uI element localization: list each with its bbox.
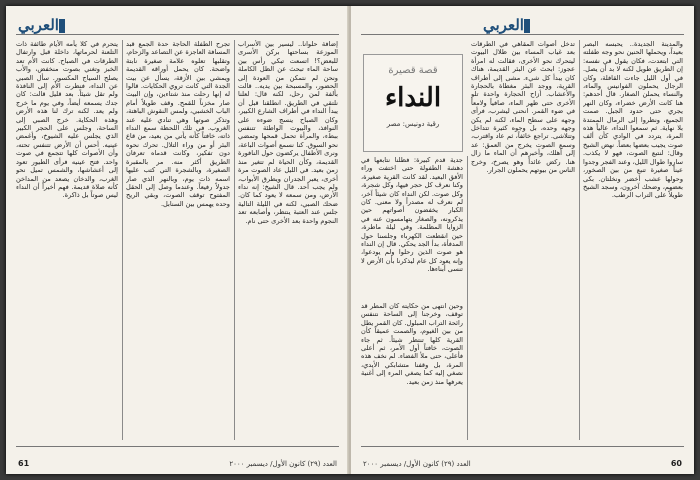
issue-info: العدد (٢٩) كانون الأول/ ديسمبر ٢٠٠٠ <box>363 460 471 468</box>
magazine-logo-right <box>483 16 532 34</box>
logo-bar-icon <box>59 19 65 33</box>
text-column <box>471 40 575 440</box>
column-text: والمدينة الجديدة.. يحبسه البصر بعيداً، ويحملها الحنين نحو وجه طفلته التي ابتعدت، فكان يقول في نفسه: إن الطريق طويل لكنه لا بد أن يصل. في أول الليل جاءت القافلة، وكان الرجال يحملون الفوانيس والماء، والنساء يحملن الصغار. قال أحدهم: هنا كانت الأرض خضراء، وكان النهر يجري حتى حدود الجبل. صمت الجميع، ونظروا إلى الرمال الممتدة بلا نهاية. ثم سمعوا النداء، عالياً هذه المرة، يتردد في الوادي كأن ألف صوت يجيب بعضها بعضاً. نهض الشيخ وقال: لنتبع الصوت، فهو لا يكذب. ساروا طوال الليل، وعند الفجر وجدوا عيناً صغيرة تنبع من بين الصخور، وحولها عشب أخضر ونخلتان. بكى بعضهم، وضحك آخرون، وسجد الشيخ طويلاً على التراب الرطب. <box>583 40 683 200</box>
story-title: النداء <box>384 83 442 113</box>
header-rule <box>16 34 339 35</box>
page-number: 60 <box>670 459 682 468</box>
column-text: تدخل أصوات المقاهي في الطرقات بعد غياب المساء بين ظلال البيوت ليتحرك نحو الأخرى، فقالت له امرأة عجوز: ابحث عن البئر القديمة، هناك كان يبدأ كل شيء. مشى إلى أطراف القرية، ووجد البئر مغطاة بالحجارة والأعشاب. أزاح الحجارة واحدة تلو الأخرى حتى ظهر الماء، صافياً ولامعاً في ضوء القمر. انحنى ليشرب، فرأى وجهه على سطح الماء، لكنه لم يكن وجهه وحده، بل وجوه كثيرة تتداخل وتتلاشى. تراجع خائفاً، ثم عاد واقترب، وسمع الصوت يخرج من العمق: عد إلى أهلك، وأخبرهم أن الماء ما زال هنا. ركض عائداً وهو يصرخ، وخرج الناس من بيوتهم يحملون الجرار. <box>471 40 575 175</box>
issue-info: العدد (٢٩) كانون الأول/ ديسمبر ٢٠٠٠ <box>229 460 337 468</box>
text-column <box>361 156 463 296</box>
header-rule <box>361 34 684 35</box>
column-divider <box>122 40 123 440</box>
column-divider <box>234 40 235 440</box>
text-column <box>16 40 118 440</box>
column-text: وحين انتهى من حكايته كان المطر قد توقف، وخرجنا إلى الساحة نتنفس رائحة التراب المبلول. كان القمر يطل من بين الغيوم، والصمت عميقاً كأن القرية كلها تنتظر شيئاً. ثم جاء الصوت، خافتاً أول الأمر، ثم أعلى فأعلى، حتى ملأ الفضاء. لم نخف هذه المرة، بل وقفنا متشابكي الأيدي، نصغي إليه كما يصغي المرء إلى أغنية يعرفها منذ زمن بعيد. <box>361 302 463 386</box>
left-page <box>6 6 349 474</box>
logo-bar-icon <box>524 19 530 33</box>
story-author: رقية دونيس: مصر <box>386 120 440 128</box>
text-column <box>361 302 463 440</box>
magazine-spread <box>6 6 694 474</box>
footer-rule <box>361 446 684 447</box>
logo-text: العربي <box>18 16 59 34</box>
logo-text: العربي <box>483 16 524 34</box>
column-divider <box>467 156 468 440</box>
story-title-box <box>363 54 463 152</box>
column-text: إضافة حلوانا.. ليسير بين الأسراب الموزعة بساحتها بركن الأسرى للبعض؟! اتسعت تبكي رأس بين ساحة الماء تبحث عن الظل الكاملة ونحن لم نتمكن من العودة إلى الحضور، والمسبحة بين يديه.. قالت بألفة لمن رحل، لكنه قال: لعلنا نلتقي في الطريق. انطلقنا قبل أن يبدأ النداء في أطراف الشارع الكبير، وكان الصباح ينسج ضوءه على النوافذ، والبيوت الواطئة تتنفس ببطء، والمرأة تحمل قمحها وتمضي نحو السوق. كنا نسمع أصوات الباعة، ونرى الأطفال يركضون حول النافورة القديمة، وكأن الحياة لم تتغير منذ زمن بعيد. في الليل عاد الصوت مرة أخرى، يعبر الجدران ويطرق الأبواب، ولم يجب أحد. قال الشيخ: إنه نداء الأرض، ومن سمعه لا يعود كما كان. ضحك الصبي، لكنه في الليلة التالية جلس عند العتبة ينتظر، وأصابعه تعد النجوم واحدة بعد الأخرى حتى نام. <box>238 40 338 225</box>
magazine-logo-left <box>18 16 67 34</box>
column-text: جدية قدم كبيرة: فظلنا نتابعها في دهشة الطفولة حتى اختفت وراء الأفق البعيد. لقد كانت القرية صغيرة، وكنا نعرف كل حجر فيها، وكل شجرة، وكل صوت. لكن النداء كان شيئاً آخر، لم نعرف له مصدراً ولا معنى. كان الكبار يخفضون أصواتهم حين يذكرونه، والصغار يتهامسون عنه في الزوايا المظلمة. وفي ليلة ماطرة، حين انقطعت الكهرباء وجلسنا حول المدفأة، بدأ الجد يحكي. قال إن النداء هو صوت الذين رحلوا ولم يودعوا، وإنه يعود كل عام ليذكرنا بأن الأرض لا تنسى أبناءها. <box>361 156 463 274</box>
story-kicker: قصة قصيرة <box>388 65 438 76</box>
column-text: تجرح الطفلة الحاجة حدة الجمع قبد المسافة العاجزة عن التصاعد والزحام، وتقلبها تعلوه علامة صغيرة نابتة واضحة. كان يحمل أوراقه القديمة ويمشي بين الأزقة، يسأل عن بيت الجدة التي كانت تروي الحكايات. قالوا له إنها رحلت منذ شتاءين، وإن البيت صار مخزناً للقمح. وقف طويلاً أمام الباب الخشبي، ولمس النقوش الباهتة، وتذكر صوتها وهي تنادي عليه عند الغروب. في تلك اللحظة سمع النداء ذاته، خافتاً كأنه يأتي من بعيد، من قاع البئر أو من وراء التلال. تحرك نحوه دون تفكير، وكانت قدماه تعرفان الطريق أكثر منه. مر بالمقبرة الصغيرة، وبالشجرة التي كتب عليها اسمه ذات يوم، وبالنهر الذي صار جدولاً رفيعاً. وعندما وصل إلى الحقل المفتوح توقف الصوت، وبقي الريح وحده يهمس بين السنابل. <box>126 40 230 208</box>
column-divider <box>579 40 580 440</box>
text-column <box>238 40 338 440</box>
column-text: يتحرم في كلا يأمه الأيام طائفة ذات التلعنة لحرماتها، داخلة قبل وارتفال الطرقات في الصباح. كانت الأم تعد الخبز وتغني بصوت منخفض، والأب يصلح السياج المكسور. سأل الصبي عن النداء، فنظرت الأم إلى النافذة ولم تقل شيئاً. بعد قليل قالت: كان جدك يسمعه أيضاً، وفي يوم ما خرج ولم يعد. لكنه ترك لنا هذه الأرض وهذه الحكاية. خرج الصبي إلى الساحة، وجلس على الحجر الكبير الذي يجلس عليه الشيوخ، وأغمض عينيه. أحس أن الأرض تتنفس تحته، وأن الأصوات كلها تتجمع في صوت واحد. فتح عينيه فرأى الطيور تعود إلى أعشاشها، والشمس تميل نحو الغرب، والدخان يصعد من المداخن كأنه صلاة قديمة. فهم أخيراً أن النداء ليس صوتاً بل ذاكرة. <box>16 40 118 200</box>
text-column <box>583 40 683 440</box>
footer-rule <box>16 446 339 447</box>
page-number: 61 <box>18 459 30 468</box>
right-page <box>351 6 694 474</box>
text-column <box>126 40 230 440</box>
